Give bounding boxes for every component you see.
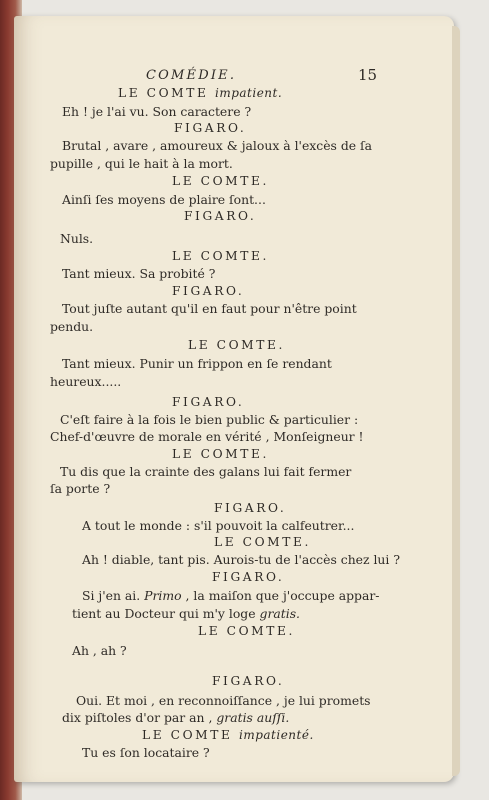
dialogue-line: pendu. [50, 319, 94, 334]
dialogue-line: C'eſt faire à la fois le bien public & particulier : [60, 412, 359, 427]
speaker-label: LE COMTE. [198, 624, 295, 638]
dialogue-line: pupille , qui le hait à la mort. [50, 156, 233, 171]
speaker-label: LE COMTE. [214, 535, 311, 549]
dialogue-line: Eh ! je l'ai vu. Son caractere ? [62, 104, 252, 119]
dialogue-line: Tant mieux. Punir un frippon en ſe rendant [62, 356, 332, 371]
page-edge [452, 26, 460, 776]
running-head: COMÉDIE. [146, 68, 237, 83]
dialogue-line: ſa porte ? [50, 481, 111, 496]
dialogue-line: A tout le monde : s'il pouvoit la calfeutrer... [82, 518, 355, 533]
speaker-label: LE COMTE. [172, 174, 269, 188]
dialogue-line: Chef-d'œuvre de morale en vérité , Monſeigneur ! [50, 429, 364, 444]
dialogue-line: Nuls. [60, 231, 94, 246]
stage-direction: impatienté. [238, 728, 314, 742]
speaker-label: FIGARO. [214, 501, 287, 515]
dialogue-line [82, 588, 379, 603]
dialogue-line: Tout juſte autant qu'il en faut pour n'être point [62, 301, 357, 316]
dialogue-line: Oui. Et moi , en reconnoiſſance , je lui promets [76, 693, 371, 708]
speaker-label: FIGARO. [184, 209, 257, 223]
speaker-label: FIGARO. [212, 674, 285, 688]
speaker-label: LE COMTE. [188, 338, 285, 352]
speaker-label: FIGARO. [174, 121, 247, 135]
italic-text: gratis. [259, 606, 300, 621]
dialogue-line [72, 606, 300, 621]
speaker-name: LE COMTE [142, 728, 233, 742]
italic-text: gratis auſſi. [216, 710, 290, 725]
speaker-label: FIGARO. [212, 570, 285, 584]
dialogue-line: Ainſi ſes moyens de plaire ſont... [62, 192, 266, 207]
dialogue-line [62, 710, 289, 725]
speaker-label: LE COMTE. [172, 249, 269, 263]
speaker-label [142, 728, 314, 742]
dialogue-line: Tu es ſon locataire ? [82, 745, 210, 760]
speaker-label: FIGARO. [172, 284, 245, 298]
dialogue-text: tient au Docteur qui m'y loge [72, 606, 256, 621]
dialogue-line: Ah ! diable, tant pis. Aurois-tu de l'accès chez lui ? [82, 552, 400, 567]
italic-text: Primo [144, 588, 182, 603]
dialogue-text: , la maiſon que j'occupe appar- [185, 588, 380, 603]
dialogue-text: dix piſtoles d'or par an , [62, 710, 213, 725]
speaker-name: LE COMTE [118, 86, 209, 100]
page-number: 15 [358, 66, 378, 84]
dialogue-text: Si j'en ai. [82, 588, 141, 603]
dialogue-line: heureux..... [50, 374, 122, 389]
dialogue-line: Brutal , avare , amoureux & jaloux à l'excès de ſa [62, 138, 373, 153]
stage-direction: impatient. [214, 86, 283, 100]
speaker-label: FIGARO. [172, 395, 245, 409]
dialogue-line: Ah , ah ? [72, 643, 127, 658]
speaker-label: LE COMTE. [172, 447, 269, 461]
dialogue-line: Tant mieux. Sa probité ? [62, 266, 216, 281]
speaker-label [118, 86, 282, 100]
dialogue-line: Tu dis que la crainte des galans lui fait fermer [60, 464, 352, 479]
